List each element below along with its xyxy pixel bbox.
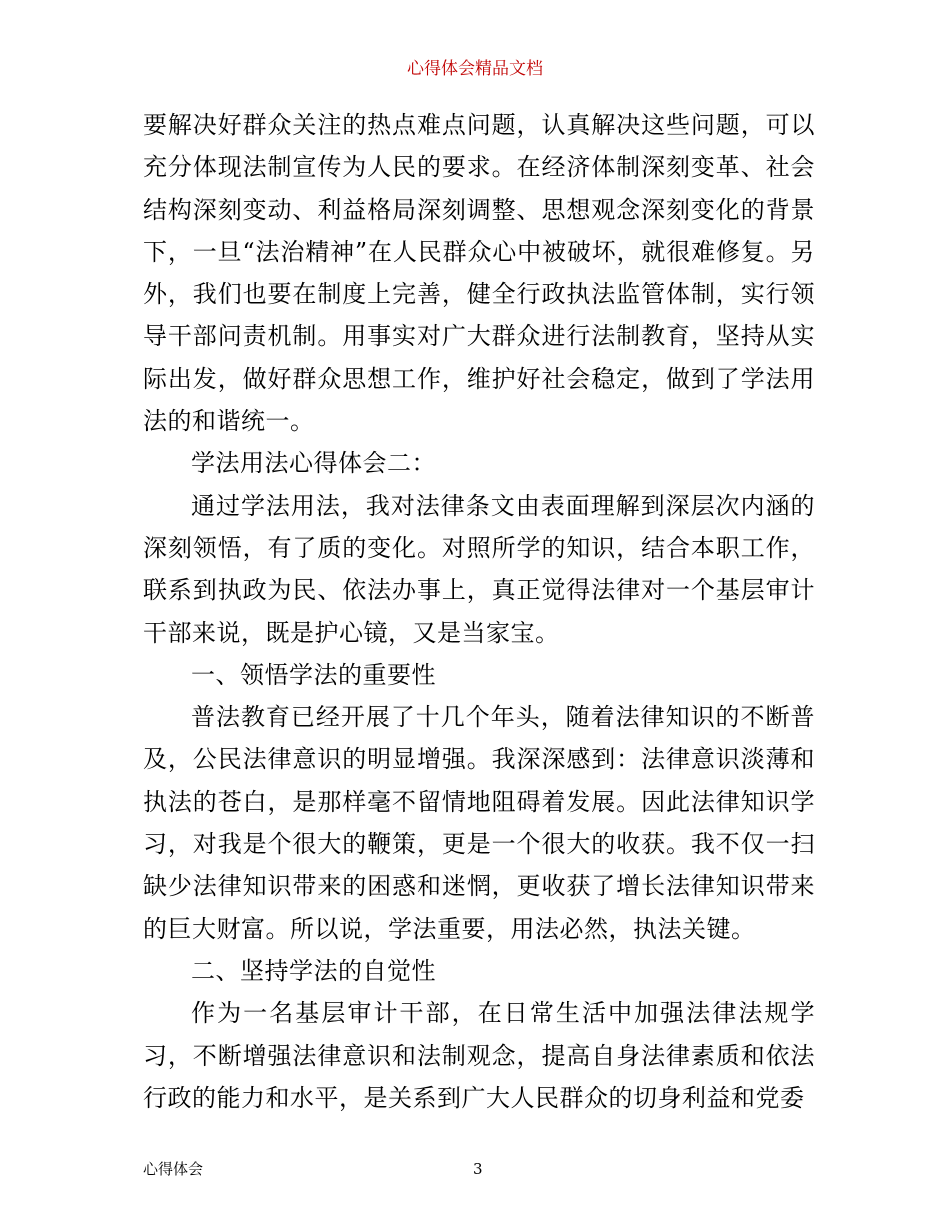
section-heading-two: 二、坚持学法的自觉性: [191, 956, 436, 985]
page-header-title: 心得体会精品文档: [407, 59, 543, 79]
paragraph-importance: 普法教育已经开展了十几个年头，随着法律知识的不断普及，公民法律意识的明显增强。我深深感到：法律意识淡薄和执法的苍白，是那样毫不留情地阻碍着发展。因此法律知识学习，对我是个很大的鞭策，更是一个很大的收获。我不仅一扫缺少法律知识带来的困惑和迷惘，更收获了增长法律知识带来的巨大财富。所以说，学法重要，用法必然，执法关键。: [143, 703, 815, 943]
footer-label: 心得体会: [143, 1160, 204, 1178]
section-heading-part-two: 学法用法心得体会二：: [191, 449, 436, 478]
document-body: [143, 104, 815, 1119]
section-heading-one: 一、领悟学法的重要性: [191, 660, 436, 689]
page-footer: [143, 1158, 815, 1180]
paragraph-intro: 通过学法用法，我对法律条文由表面理解到深层次内涵的深刻领悟，有了质的变化。对照所学的知识，结合本职工作，联系到执政为民、依法办事上，真正觉得法律对一个基层审计干部来说，既是护心镜，又是当家宝。: [143, 491, 815, 647]
page-number: 3: [473, 1160, 483, 1178]
paragraph-continuation: 要解决好群众关注的热点难点问题，认真解决这些问题，可以充分体现法制宣传为人民的要求。在经济体制深刻变革、社会结构深刻变动、利益格局深刻调整、思想观念深刻变化的背景下，一旦“法治精神”在人民群众心中被破坏，就很难修复。另外，我们也要在制度上完善，健全行政执法监管体制，实行领导干部问责机制。用事实对广大群众进行法制教育，坚持从实际出发，做好群众思想工作，维护好社会稳定，做到了学法用法的和谐统一。: [143, 111, 815, 436]
paragraph-consciousness: 作为一名基层审计干部，在日常生活中加强法律法规学习，不断增强法律意识和法制观念，提高自身法律素质和依法行政的能力和水平，是关系到广大人民群众的切身利益和党委: [143, 999, 815, 1112]
